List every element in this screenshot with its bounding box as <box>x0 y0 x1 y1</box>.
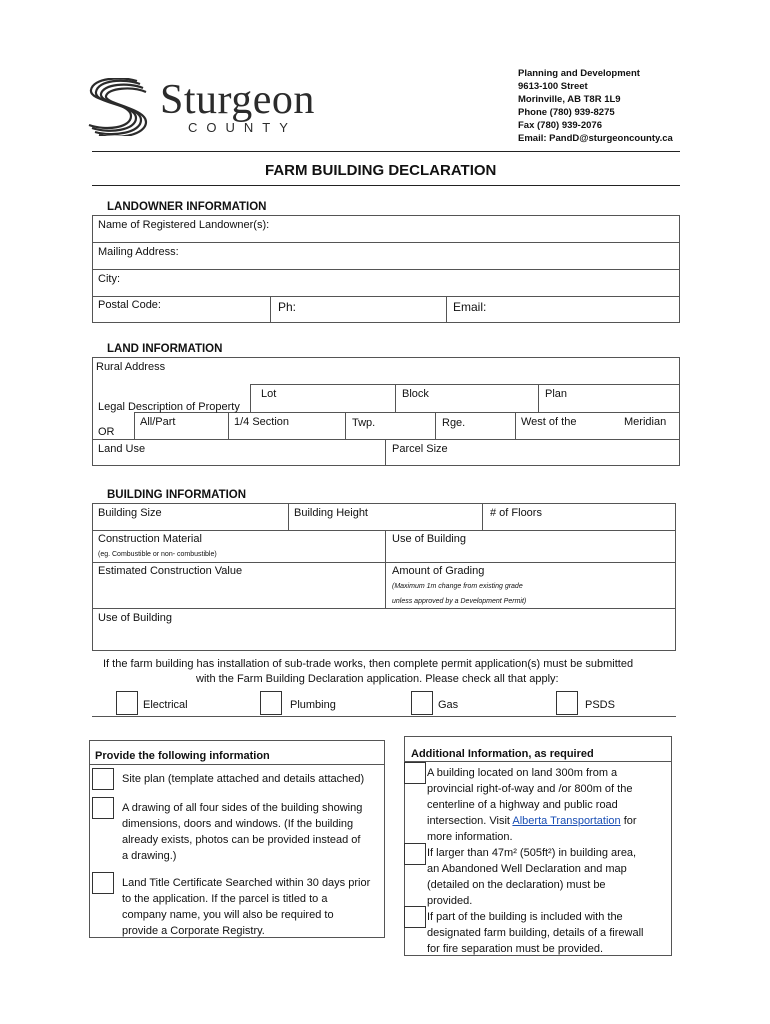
col-line <box>270 296 271 323</box>
use-of-building-2-field[interactable]: Use of Building <box>98 612 172 624</box>
drawing-checkbox[interactable] <box>92 797 114 819</box>
row-line <box>92 242 680 243</box>
gas-checkbox[interactable] <box>411 691 433 715</box>
additional-rule <box>404 761 672 762</box>
sturgeon-logo-icon <box>88 78 150 136</box>
construction-material-note: (eg. Combustible or non- combustible) <box>98 551 217 558</box>
row-line <box>250 384 680 385</box>
setback-text <box>427 765 637 845</box>
title-certificate-text <box>122 875 370 939</box>
grading-field[interactable]: Amount of Grading <box>392 565 485 577</box>
land-heading: LAND INFORMATION <box>107 343 223 355</box>
additional-line: provided. <box>427 895 473 907</box>
logo <box>88 76 328 138</box>
col-line <box>446 296 447 323</box>
col-line <box>250 384 251 412</box>
allpart-field[interactable]: All/Part <box>140 416 176 428</box>
plumbing-checkbox[interactable] <box>260 691 282 715</box>
block-field[interactable]: Block <box>402 388 429 400</box>
row-line <box>92 608 676 609</box>
parcel-size-field[interactable]: Parcel Size <box>392 443 448 455</box>
meridian-label: Meridian <box>624 416 667 428</box>
landowner-heading: LANDOWNER INFORMATION <box>107 201 267 213</box>
contact-fax: Fax (780) 939-2076 <box>518 120 602 131</box>
township-field[interactable]: Twp. <box>352 417 376 429</box>
use-of-building-field[interactable]: Use of Building <box>392 533 466 545</box>
plan-field[interactable]: Plan <box>545 388 568 400</box>
provide-line: company name, you will also be required to <box>122 909 334 921</box>
drawing-text <box>122 800 362 864</box>
alberta-transportation-link[interactable]: Alberta Transportation <box>512 815 621 827</box>
col-line <box>515 412 516 439</box>
contact-city: Morinville, AB T8R 1L9 <box>518 94 621 105</box>
additional-heading: Additional Information, as required <box>411 748 594 760</box>
logo-wordmark: Sturgeon <box>160 77 315 123</box>
floors-field[interactable]: # of Floors <box>490 507 542 519</box>
page-title: FARM BUILDING DECLARATION <box>265 162 497 179</box>
psds-checkbox[interactable] <box>556 691 578 715</box>
provide-line: provide a Corporate Registry. <box>122 925 265 937</box>
contact-phone: Phone (780) 939-8275 <box>518 107 615 118</box>
additional-line: more information. <box>427 831 513 843</box>
setback-checkbox[interactable] <box>404 762 426 784</box>
row-line <box>92 439 680 440</box>
row-line <box>92 562 676 563</box>
postal-code-field[interactable]: Postal Code: <box>98 299 161 311</box>
col-line <box>288 503 289 530</box>
firewall-text <box>427 909 643 957</box>
subtrade-rule <box>92 716 676 717</box>
visit-text: intersection. Visit <box>427 815 513 827</box>
subtrade-line-2: with the Farm Building Declaration application. Please check all that apply: <box>196 673 559 685</box>
provide-line: Land Title Certificate Searched within 30 days prior <box>122 877 371 889</box>
provide-rule <box>89 764 385 765</box>
provide-line: to the application. If the parcel is titled to a <box>122 893 328 905</box>
row-line <box>92 269 680 270</box>
additional-line: If larger than 47m² (505ft²) in building area, <box>427 847 637 859</box>
electrical-label: Electrical <box>143 699 188 711</box>
additional-line: an Abandoned Well Declaration and map <box>427 863 627 875</box>
header-rule-top <box>92 151 680 152</box>
grading-note-1: (Maximum 1m change from existing grade <box>392 583 523 590</box>
provide-line: Site plan (template attached and details attached) <box>122 773 365 785</box>
provide-line: already exists, photos can be provided instead of <box>122 834 361 846</box>
additional-line: provincial right-of-way and /or 800m of the <box>427 783 633 795</box>
col-line <box>385 439 386 466</box>
provide-line: A drawing of all four sides of the building showing <box>122 802 363 814</box>
building-table <box>92 503 676 651</box>
site-plan-text <box>122 771 364 787</box>
additional-line: If part of the building is included with the <box>427 911 623 923</box>
col-line <box>435 412 436 439</box>
building-size-field[interactable]: Building Size <box>98 507 162 519</box>
contact-street: 9613-100 Street <box>518 81 588 92</box>
gas-label: Gas <box>438 699 459 711</box>
abandoned-well-text <box>427 845 636 909</box>
additional-line <box>427 813 637 829</box>
grading-note-2: unless approved by a Development Permit) <box>392 598 527 605</box>
site-plan-checkbox[interactable] <box>92 768 114 790</box>
mailing-address-field[interactable]: Mailing Address: <box>98 246 179 258</box>
contact-block <box>518 67 673 145</box>
land-use-field[interactable]: Land Use <box>98 443 146 455</box>
or-label: OR <box>98 426 115 438</box>
row-line <box>92 296 680 297</box>
subtrade-line-1: If the farm building has installation of sub-trade works, then complete permit application(s) must be submitted <box>103 658 634 670</box>
provide-line: dimensions, doors and windows. (If the building <box>122 818 354 830</box>
electrical-checkbox[interactable] <box>116 691 138 715</box>
firewall-checkbox[interactable] <box>404 906 426 928</box>
col-line <box>228 412 229 439</box>
col-line <box>538 384 539 412</box>
quarter-section-field[interactable]: 1/4 Section <box>234 416 290 428</box>
for-text: for <box>620 815 637 827</box>
contact-email: Email: PandD@sturgeoncounty.ca <box>518 133 673 144</box>
additional-line: centerline of a highway and public road <box>427 799 618 811</box>
email-field[interactable]: Email: <box>453 300 487 314</box>
abandoned-well-checkbox[interactable] <box>404 843 426 865</box>
title-certificate-checkbox[interactable] <box>92 872 114 894</box>
provide-heading: Provide the following information <box>95 750 270 762</box>
additional-line: for fire separation must be provided. <box>427 943 604 955</box>
rural-address-field[interactable]: Rural Address <box>96 361 166 373</box>
col-line <box>345 412 346 439</box>
additional-line: A building located on land 300m from a <box>427 767 618 779</box>
range-field[interactable]: Rge. <box>442 417 466 429</box>
additional-line: (detailed on the declaration) must be <box>427 879 606 891</box>
additional-line: designated farm building, details of a firewall <box>427 927 644 939</box>
psds-label: PSDS <box>585 699 615 711</box>
plumbing-label: Plumbing <box>290 699 336 711</box>
col-line <box>134 412 135 439</box>
building-height-field[interactable]: Building Height <box>294 507 368 519</box>
west-of-field[interactable]: West of the <box>521 416 577 428</box>
phone-field[interactable]: Ph: <box>278 300 297 314</box>
contact-dept: Planning and Development <box>518 68 640 79</box>
row-line <box>92 530 676 531</box>
col-line <box>482 503 483 530</box>
header-rule-bottom <box>92 185 680 186</box>
logo-county: COUNTY <box>188 120 297 135</box>
col-line <box>395 384 396 412</box>
lot-field[interactable]: Lot <box>261 388 277 400</box>
legal-description-label: Legal Description of Property <box>98 401 240 413</box>
building-heading: BUILDING INFORMATION <box>107 489 247 501</box>
provide-line: a drawing.) <box>122 850 177 862</box>
city-field[interactable]: City: <box>98 273 120 285</box>
construction-material-field[interactable]: Construction Material <box>98 533 202 545</box>
construction-value-field[interactable]: Estimated Construction Value <box>98 565 243 577</box>
landowner-name-field[interactable]: Name of Registered Landowner(s): <box>98 219 270 231</box>
col-line <box>385 530 386 608</box>
